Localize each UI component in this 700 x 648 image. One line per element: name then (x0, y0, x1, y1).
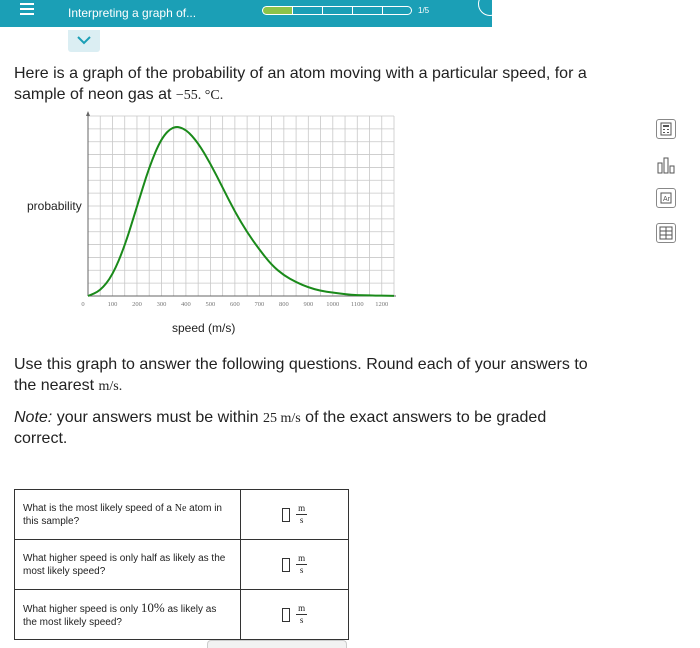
progress-label: 1/5 (418, 6, 430, 15)
instructions-line-2: the nearest m/s. (14, 377, 123, 394)
answer-input-3[interactable] (282, 608, 290, 622)
data-table-icon[interactable] (656, 223, 676, 243)
x-tick-label: 1000 (326, 301, 340, 308)
bar-chart-icon[interactable] (656, 155, 676, 175)
x-tick-label: 700 (254, 301, 265, 308)
x-tick-label: 800 (278, 301, 289, 308)
questions-table (14, 489, 349, 640)
chevron-down-icon (77, 36, 91, 45)
note-line-1: Note: your answers must be within 25 m/s of the exact answers to be graded (14, 409, 547, 426)
question-cell: What higher speed is only half as likely as the most likely speed? (15, 540, 241, 590)
speed-distribution-chart (0, 106, 420, 321)
question-cell: What higher speed is only 10% as likely as the most likely speed? (15, 590, 241, 640)
note-line-2: correct. (14, 430, 68, 447)
x-axis-label: speed (m/s) (172, 321, 236, 335)
x-tick-label: 900 (303, 301, 314, 308)
x-tick-label: 600 (230, 301, 240, 308)
temperature-value: −55. °C. (175, 88, 224, 103)
intro-line-1: Here is a graph of the probability of an atom moving with a particular speed, for a (14, 65, 587, 82)
table-row (15, 490, 349, 540)
answer-cell (241, 490, 349, 540)
x-tick-label: 0 (81, 301, 85, 308)
bottom-panel-edge (207, 640, 347, 648)
answer-cell (241, 540, 349, 590)
question-cell: What is the most likely speed of a Ne atom in this sample? (15, 490, 241, 540)
calculator-icon[interactable] (656, 119, 676, 139)
x-tick-label: 1100 (350, 301, 364, 308)
y-axis-label: probability (27, 199, 82, 213)
y-axis-arrow (86, 111, 90, 116)
table-row (15, 590, 349, 640)
x-tick-label: 400 (181, 301, 191, 308)
instructions-line-1: Use this graph to answer the following questions. Round each of your answers to (14, 356, 588, 373)
progress-bar (262, 6, 412, 15)
x-tick-label: 100 (107, 301, 118, 308)
svg-text:Ar: Ar (663, 196, 670, 203)
top-bar (0, 0, 492, 27)
x-tick-label: 1200 (375, 301, 389, 308)
intro-line-2: sample of neon gas at −55. °C. (14, 86, 224, 103)
unit-fraction: $\frac{m}{s}$ (298, 603, 306, 625)
x-tick-label: 500 (205, 301, 216, 308)
answer-input-1[interactable] (282, 508, 290, 522)
answer-cell (241, 590, 349, 640)
help-circle-button[interactable] (478, 0, 502, 16)
expand-tab[interactable] (68, 30, 100, 52)
unit-fraction: $\frac{m}{s}$ (298, 553, 306, 575)
answer-input-2[interactable] (282, 558, 290, 572)
menu-icon[interactable] (20, 0, 38, 14)
x-tick-label: 200 (132, 301, 142, 308)
unit-fraction: $\frac{m}{s}$ (298, 503, 306, 525)
periodic-table-icon[interactable] (656, 188, 676, 208)
table-row (15, 540, 349, 590)
assignment-title: Interpreting a graph of... (68, 6, 197, 20)
x-tick-label: 300 (156, 301, 167, 308)
